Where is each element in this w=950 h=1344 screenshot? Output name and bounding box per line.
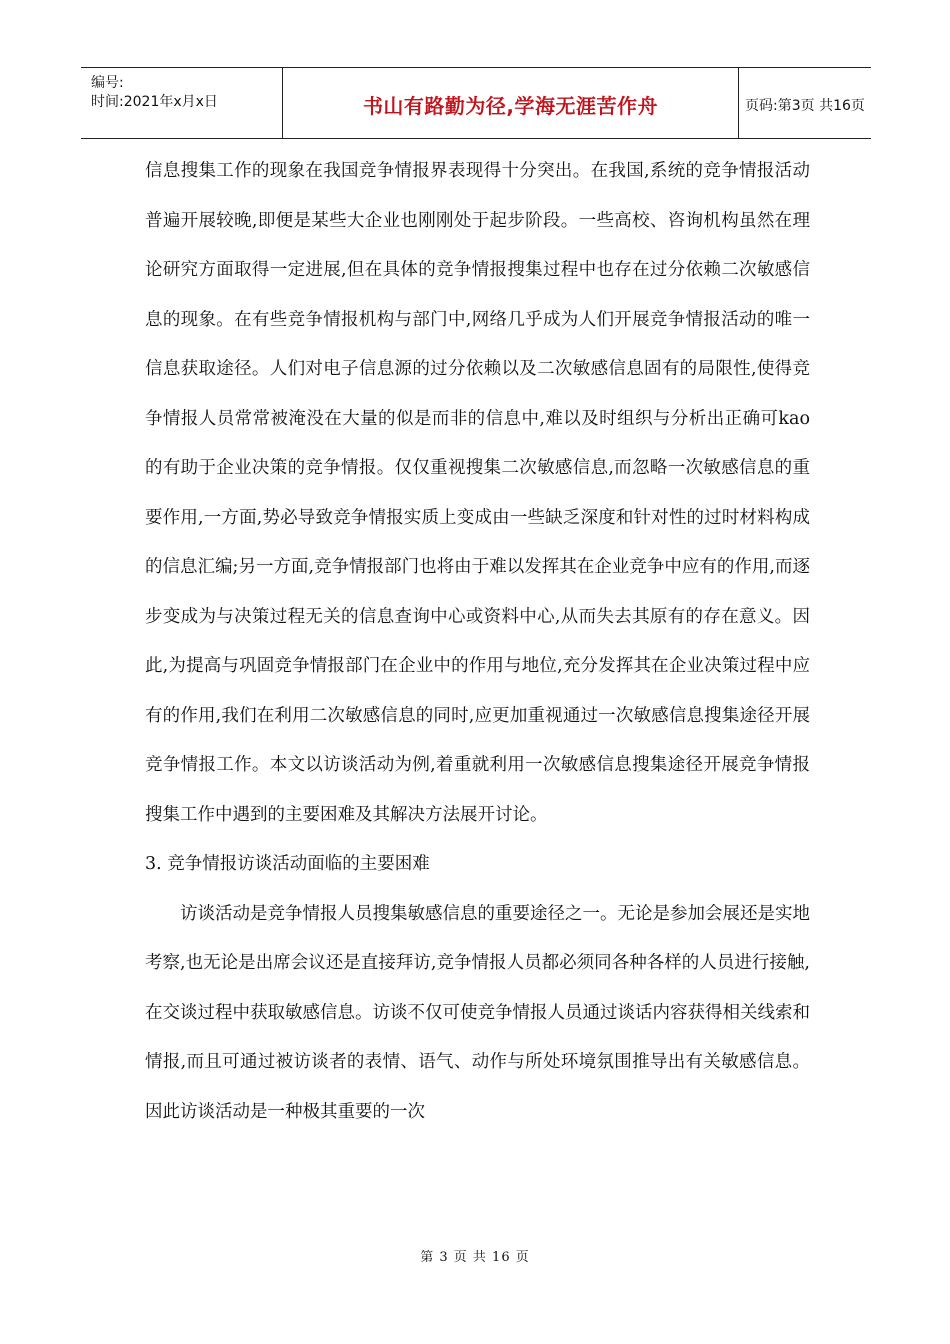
section-heading: 3. 竞争情报访谈活动面临的主要困难 (145, 854, 430, 874)
header-motto-cell (282, 68, 739, 138)
document-number-label: 编号: (91, 75, 124, 91)
body-paragraph-1: 信息搜集工作的现象在我国竞争情报界表现得十分突出。在我国,系统的竞争情报活动普遍开展较晚,即便是某些大企业也刚刚处于起步阶段。一些高校、咨询机构虽然在理论研究方面取得一定进展,但在具体的竞争情报搜集过程中也存在过分依赖二次敏感信息的现象。在有些竞争情报机构与部门中,网络几乎成为人们开展竞争情报活动的唯一信息获取途径。人们对电子信息源的过分依赖以及二次敏感信息固有的局限性,使得竞争情报人员常常被淹没在大量的似是而非的信息中,难以及时组织与分析出正确可kao的有助于企业决策的竞争情报。仅仅重视搜集二次敏感信息,而忽略一次敏感信息的重要作用,一方面,势必导致竞争情报实质上变成由一些缺乏深度和针对性的过时材料构成的信息汇编;另一方面,竞争情报部门也将由于难以发挥其在企业竞争中应有的作用,而逐步变成为与决策过程无关的信息查询中心或资料中心,从而失去其原有的存在意义。因此,为提高与巩固竞争情报部门在企业中的作用与地位,充分发挥其在企业决策过程中应有的作用,我们在利用二次敏感信息的同时,应更加重视通过一次敏感信息搜集途径开展竞争情报工作。本文以访谈活动为例,着重就利用一次敏感信息搜集途径开展竞争情报搜集工作中遇到的主要困难及其解决方法展开讨论。 (145, 161, 810, 825)
document-body (145, 147, 810, 1137)
document-date: 时间:2021年x月x日 (91, 94, 218, 110)
document-header (81, 67, 871, 139)
header-motto: 书山有路勤为径,学海无涯苦作舟 (362, 94, 659, 118)
header-meta (81, 68, 281, 138)
body-paragraph-2: 访谈活动是竞争情报人员搜集敏感信息的重要途径之一。无论是参加会展还是实地考察,也无论是出席会议还是直接拜访,竞争情报人员都必须同各种各样的人员进行接触,在交谈过程中获取敏感信息。访谈不仅可使竞争情报人员通过谈话内容获得相关线索和情报,而且可通过被访谈者的表情、语气、动作与所处环境氛围推导出有关敏感信息。因此访谈活动是一种极其重要的一次 (145, 903, 810, 1122)
page-footer: 第 3 页 共 16 页 (420, 1250, 530, 1265)
header-page-info: 页码:第3页 共16页 (745, 98, 865, 114)
